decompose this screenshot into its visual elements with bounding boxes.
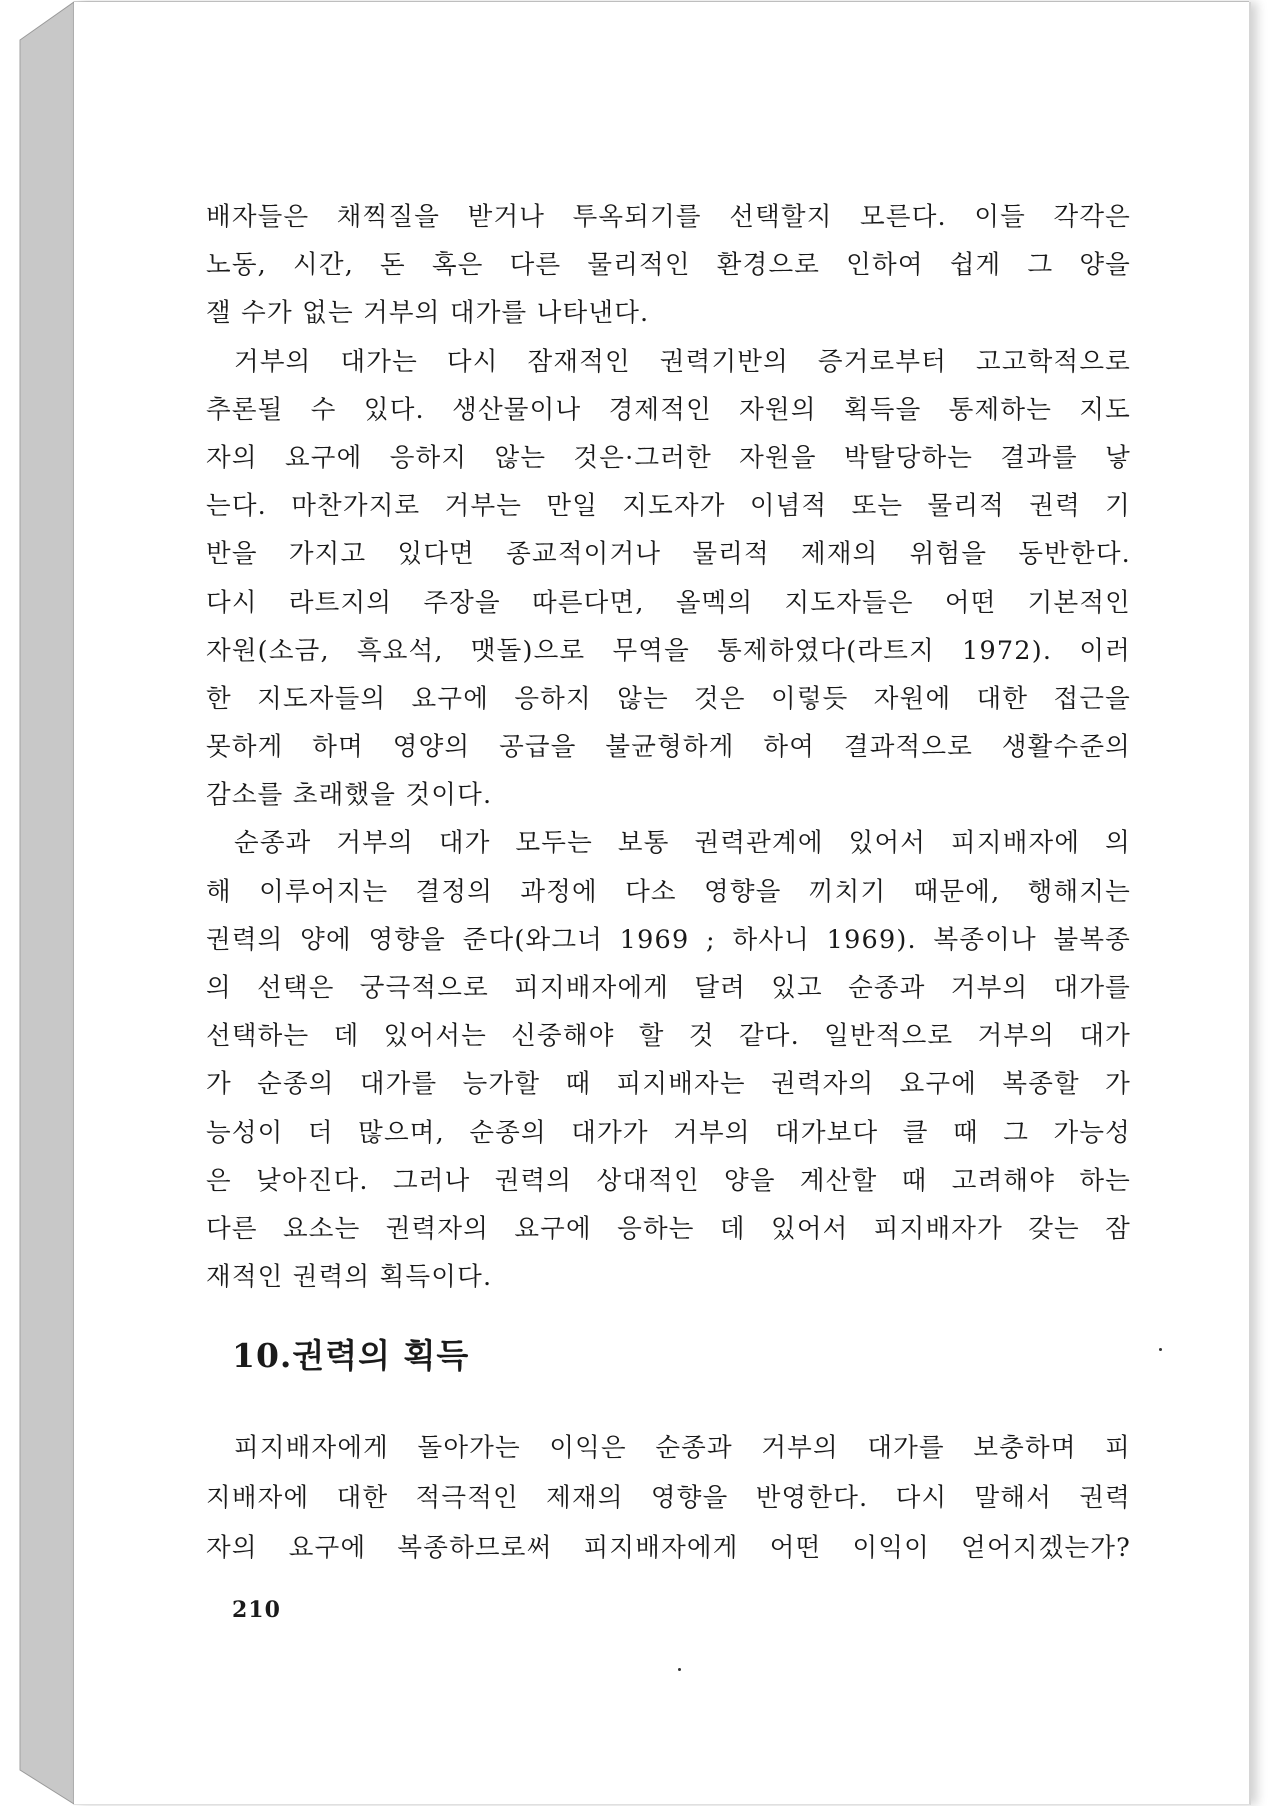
text-line: 자의 요구에 복종하므로써 피지배자에게 어떤 이익이 얻어지겠는가? [206, 1533, 1131, 1563]
section-body-text [206, 1423, 1131, 1573]
text-line: 반을 가지고 있다면 종교적이거나 물리적 제재의 위험을 동반한다. [206, 539, 1131, 570]
text-line: 순종과 거부의 대가 모두는 보통 권력관계에 있어서 피지배자에 의 [234, 828, 1131, 859]
print-speck [678, 1668, 681, 1671]
text-line: 능성이 더 많으며, 순종의 대가가 거부의 대가보다 클 때 그 가능성 [206, 1117, 1131, 1148]
text-line: 배자들은 채찍질을 받거나 투옥되기를 선택할지 모른다. 이들 각각은 [206, 202, 1131, 232]
text-line: 다시 라트지의 주장을 따른다면, 올멕의 지도자들은 어떤 기본적인 [206, 587, 1131, 618]
text-line: 의 선택은 궁극적으로 피지배자에게 달려 있고 순종과 거부의 대가를 [206, 973, 1131, 1003]
page-number: 210 [232, 1597, 281, 1623]
print-speck [1159, 1348, 1162, 1351]
text-line: 은 낮아진다. 그러나 권력의 상대적인 양을 계산할 때 고려해야 하는 [206, 1165, 1131, 1196]
text-line: 거부의 대가는 다시 잠재적인 권력기반의 증거로부터 고고학적으로 [234, 346, 1131, 377]
body-text [206, 193, 1131, 1301]
text-line: 한 지도자들의 요구에 응하지 않는 것은 이렇듯 자원에 대한 접근을 [206, 683, 1131, 714]
text-line: 가 순종의 대가를 능가할 때 피지배자는 권력자의 요구에 복종할 가 [206, 1069, 1131, 1100]
text-line: 자원(소금, 흑요석, 맷돌)으로 무역을 통제하였다(라트지 1972). 이러 [206, 635, 1131, 666]
text-line: 선택하는 데 있어서는 신중해야 할 것 같다. 일반적으로 거부의 대가 [206, 1021, 1131, 1052]
text-line: 권력의 양에 영향을 준다(와그너 1969 ; 하사니 1969). 복종이나 불복종 [206, 924, 1131, 955]
text-line: 재적인 권력의 획득이다. [206, 1262, 493, 1293]
text-line: 자의 요구에 응하지 않는 것은·그러한 자원을 박탈당하는 결과를 낳 [206, 442, 1131, 473]
text-line: 못하게 하며 영양의 공급을 불균형하게 하여 결과적으로 생활수준의 [206, 732, 1131, 763]
text-line: 감소를 초래했을 것이다. [206, 780, 493, 811]
text-line: 추론될 수 있다. 생산물이나 경제적인 자원의 획득을 통제하는 지도 [206, 394, 1131, 425]
text-line: 는다. 마찬가지로 거부는 만일 지도자가 이념적 또는 물리적 권력 기 [206, 491, 1131, 522]
text-line: 노동, 시간, 돈 혹은 다른 물리적인 환경으로 인하여 쉽게 그 양을 [206, 250, 1131, 281]
text-line: 피지배자에게 돌아가는 이익은 순종과 거부의 대가를 보충하며 피 [234, 1433, 1131, 1463]
text-line: 다른 요소는 권력자의 요구에 응하는 데 있어서 피지배자가 갖는 잠 [206, 1213, 1131, 1244]
text-line: 잴 수가 없는 거부의 대가를 나타낸다. [206, 298, 650, 329]
text-line: 지배자에 대한 적극적인 제재의 영향을 반영한다. 다시 말해서 권력 [206, 1483, 1131, 1513]
text-line: 해 이루어지는 결정의 과정에 다소 영향을 끼치기 때문에, 행해지는 [206, 876, 1131, 907]
section-heading: 10.권력의 획득 [232, 1336, 470, 1375]
